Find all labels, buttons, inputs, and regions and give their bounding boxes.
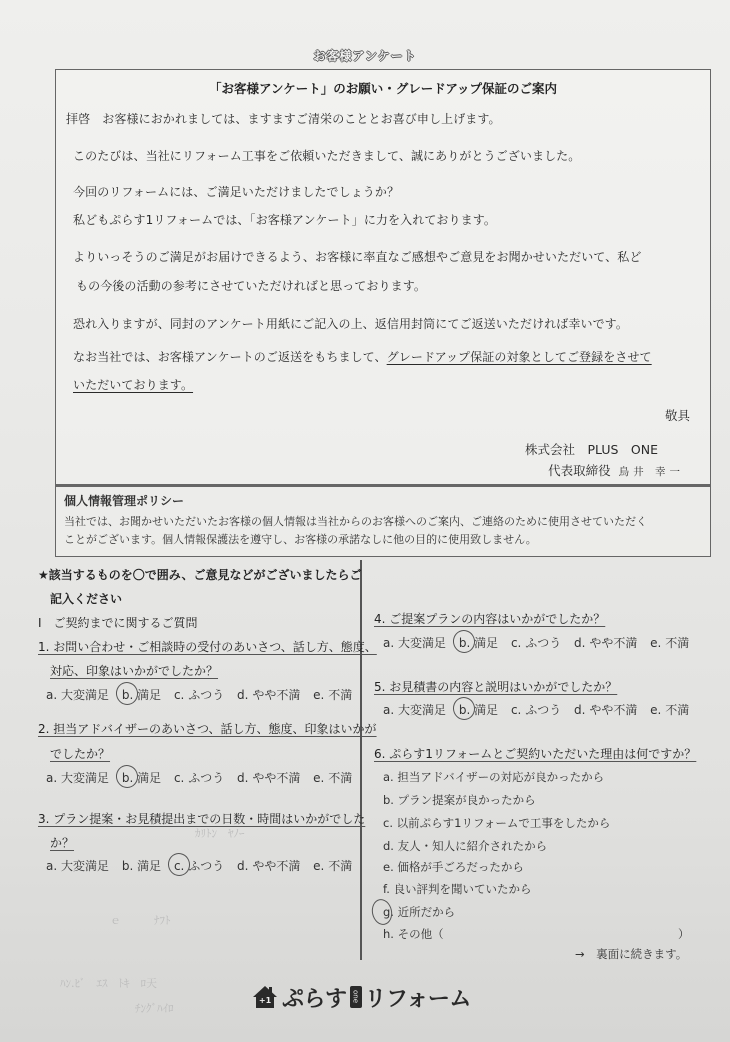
q5-option-d[interactable]: d. やや不満 <box>574 703 638 717</box>
q6-option-g-selected[interactable]: g. 近所だから <box>383 904 455 920</box>
letter-line-feedback-cont: もの今後の活動の参考にさせていただければと思っております。 <box>76 279 426 293</box>
letter-line-greeting: 拝啓 お客様におかれましては、ますますご清栄のこととお喜び申し上げます。 <box>66 112 501 126</box>
pencil-note: ﾊﾝ.ﾋﾞ ｴｽ ﾄｷ ﾛ天 <box>60 977 157 990</box>
company-logo <box>252 982 471 1012</box>
q5-option-b-selected[interactable]: b. 満足 <box>459 701 498 718</box>
letter-line-return-request: 恐れ入りますが、同封のアンケート用紙にご記入の上、返信用封筒にてご返送いただければ幸いです。 <box>73 317 628 331</box>
question-2-line1: 2. 担当アドバイザーのあいさつ、話し方、態度、印象はいかが <box>38 722 377 736</box>
letter-line-focus: 私どもぷらす1リフォームでは、「お客様アンケート」に力を入れております。 <box>73 213 496 227</box>
question-2-line2: でしたか？ <box>50 747 111 761</box>
q5-option-c[interactable]: c. ふつう <box>510 703 562 717</box>
letter-line-feedback: よりいっそうのご満足がお届けできるよう、お客様に率直なご感想やご意見をお聞かせいただいて、私ど <box>73 250 642 264</box>
selection-circle <box>370 897 395 927</box>
q2-option-b-selected[interactable]: b. 満足 <box>122 769 161 786</box>
q3-option-e[interactable]: e. 不満 <box>313 859 353 873</box>
letter-line-thanks: このたびは、当社にリフォーム工事をご依頼いただきまして、誠にありがとうございました。 <box>73 149 581 163</box>
survey-instruction-1: ★該当するものを〇で囲み、ご意見などがございましたらご <box>38 568 362 582</box>
house-logo-icon <box>252 985 278 1009</box>
privacy-policy-text-2: ことがございます。個人情報保護法を遵守し、お客様の承諾なしに他の目的に使用致しません。 <box>64 533 537 546</box>
q6-option-f[interactable]: f. 良い評判を聞いていたから <box>383 882 532 896</box>
q4-option-e[interactable]: e. 不満 <box>650 636 690 650</box>
selection-circle <box>451 695 477 722</box>
continue-note: → 裏面に続きます。 <box>575 947 688 961</box>
logo-text-plus: ぷらす <box>282 986 347 1012</box>
q6-option-a[interactable]: a. 担当アドバイザーの対応が良かったから <box>383 770 605 784</box>
q3-option-c-selected[interactable]: c. ふつう <box>174 857 224 874</box>
signer-title: 代表取締役 <box>548 463 611 478</box>
bleed-through-text: ｶﾘﾄﾝ ﾔﾉｰ <box>195 827 245 840</box>
letter-guarantee-underlined: グレードアップ保証の対象としてご登録をさせて <box>386 350 652 364</box>
q2-option-e[interactable]: e. 不満 <box>313 771 353 785</box>
letter-guarantee-underlined-cont: いただいております。 <box>73 378 194 392</box>
q4-option-c[interactable]: c. ふつう <box>510 636 562 650</box>
question-5-options <box>383 701 698 718</box>
question-2-options <box>46 769 361 786</box>
selection-circle <box>451 628 477 655</box>
bleed-through-text: ｅ ﾅﾌﾄ <box>110 914 171 927</box>
letter-box <box>55 69 711 485</box>
svg-text:+1: +1 <box>258 996 272 1005</box>
q5-option-a[interactable]: a. 大変満足 <box>383 703 447 717</box>
letter-line-satisfaction: 今回のリフォームには、ご満足いただけましたでしょうか？ <box>73 185 400 199</box>
q1-option-d[interactable]: d. やや不満 <box>237 688 301 702</box>
q6-option-b[interactable]: b. プラン提案が良かったから <box>383 793 536 807</box>
company-name: 株式会社 PLUS ONE <box>524 442 658 457</box>
q6-option-d[interactable]: d. 友人・知人に紹介されたから <box>383 839 548 853</box>
question-1-options <box>46 686 361 703</box>
q4-option-d[interactable]: d. やや不満 <box>574 636 638 650</box>
letter-guarantee-prefix: なお当社では、お客様アンケートのご返送をもちまして、 <box>73 350 387 364</box>
q3-option-a[interactable]: a. 大変満足 <box>46 859 110 873</box>
question-4: 4. ご提案プランの内容はいかがでしたか？ <box>374 612 606 626</box>
q1-option-b-selected[interactable]: b. 満足 <box>122 686 161 703</box>
q1-option-c[interactable]: c. ふつう <box>173 688 225 702</box>
q3-option-d[interactable]: d. やや不満 <box>237 859 301 873</box>
section-title: Ⅰ ご契約までに関するご質問 <box>38 616 198 630</box>
logo-one-badge: one <box>350 986 362 1008</box>
selection-circle <box>166 851 192 878</box>
question-5: 5. お見積書の内容と説明はいかがでしたか？ <box>374 680 618 694</box>
q3-option-b[interactable]: b. 満足 <box>121 859 162 873</box>
signer-name-handwritten: 鳥井 幸一 <box>618 466 684 478</box>
selection-circle <box>114 763 140 790</box>
q6-option-e[interactable]: e. 価格が手ごろだったから <box>383 860 524 874</box>
letter-line-guarantee <box>73 348 652 365</box>
signer <box>548 461 684 479</box>
question-6: 6. ぷらす1リフォームとご契約いただいた理由は何ですか？ <box>374 747 697 761</box>
question-3-line2: か？ <box>50 836 75 850</box>
q1-option-e[interactable]: e. 不満 <box>313 688 353 702</box>
question-4-options <box>383 634 698 651</box>
privacy-policy-title: 個人情報管理ポリシー <box>64 494 185 508</box>
question-3-line1: 3. プラン提案・お見積提出までの日数・時間はいかがでした <box>38 812 366 826</box>
q2-option-c[interactable]: c. ふつう <box>173 771 225 785</box>
closing-remark: 敬具 <box>664 408 690 423</box>
privacy-policy-text-1: 当社では、お聞かせいただいたお客様の個人情報は当社からのお客様へのご案内、ご連絡のために使用させていただく <box>64 515 647 528</box>
q1-option-a[interactable]: a. 大変満足 <box>46 688 110 702</box>
q4-option-b-selected[interactable]: b. 満足 <box>459 634 498 651</box>
pencil-note: ﾁﾝｸﾞﾊｲﾛ <box>135 1002 174 1015</box>
page-title: お客様アンケート <box>313 49 417 63</box>
survey-instruction-2: 記入ください <box>50 592 123 606</box>
selection-circle <box>114 680 140 707</box>
question-3-options <box>46 857 361 874</box>
logo-text-reform: リフォーム <box>364 986 471 1012</box>
letter-heading: 「お客様アンケート」のお願い・グレードアップ保証のご案内 <box>208 81 557 96</box>
q5-option-e[interactable]: e. 不満 <box>650 703 690 717</box>
q6-option-c[interactable]: c. 以前ぷらす1リフォームで工事をしたから <box>383 816 611 830</box>
privacy-policy-box <box>55 485 711 557</box>
q6-option-h[interactable]: h. その他（ ） <box>383 927 690 941</box>
column-divider <box>360 560 362 960</box>
question-1-line2: 対応、印象はいかがでしたか？ <box>50 664 219 678</box>
q2-option-d[interactable]: d. やや不満 <box>237 771 301 785</box>
question-1-line1: 1. お問い合わせ・ご相談時の受付のあいさつ、話し方、態度、 <box>38 640 377 654</box>
q2-option-a[interactable]: a. 大変満足 <box>46 771 110 785</box>
q4-option-a[interactable]: a. 大変満足 <box>383 636 447 650</box>
other-close-paren: ） <box>678 927 690 941</box>
letter-line-guarantee-cont <box>73 376 193 393</box>
